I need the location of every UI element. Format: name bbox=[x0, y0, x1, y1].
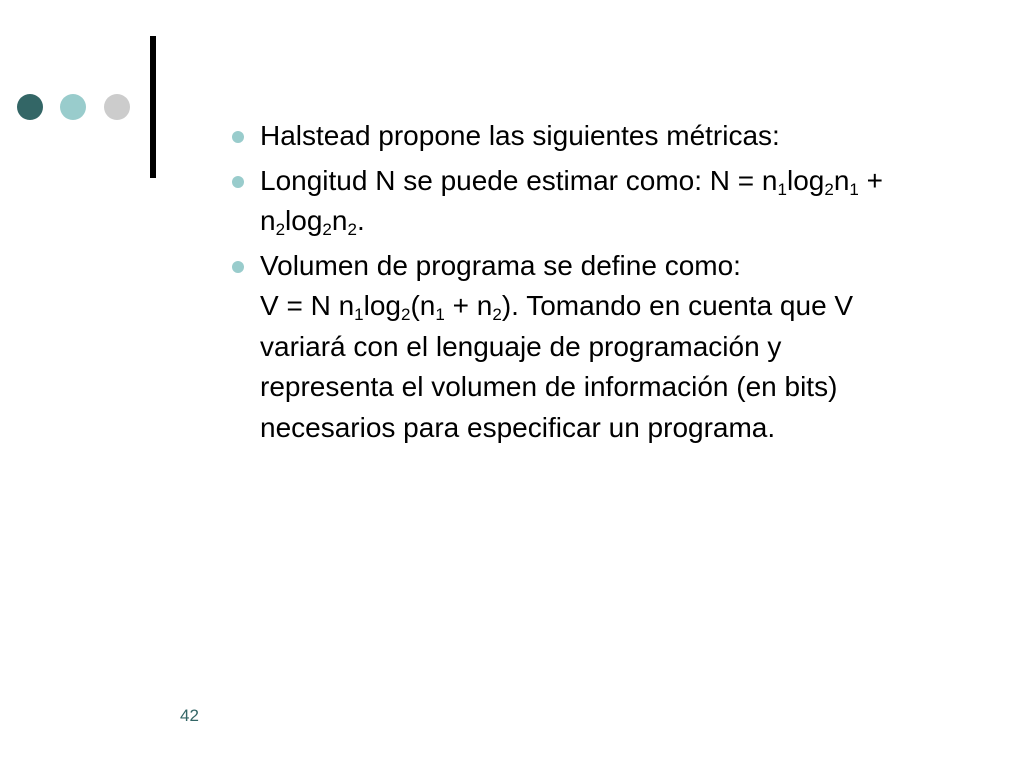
bullet-item bbox=[230, 161, 920, 242]
subscript: 2 bbox=[824, 179, 834, 199]
bullet-list bbox=[230, 116, 920, 452]
subscript: 2 bbox=[492, 305, 502, 324]
bullet-text-segment: log bbox=[363, 290, 402, 321]
bullet-text bbox=[260, 116, 920, 157]
bullet-text-segment: ). Tomando en cuenta que V variará con el lenguaje de programación y representa el volumen de información (en bits) necesarios para especificar un programa. bbox=[260, 290, 854, 443]
bullet-text bbox=[260, 246, 920, 449]
bullet-text-segment: log bbox=[285, 205, 323, 236]
subscript: 2 bbox=[401, 305, 411, 324]
bullet-text-segment: log bbox=[786, 164, 825, 196]
bullet-text-segment: Halstead propone las siguientes métricas: bbox=[260, 120, 780, 151]
vertical-divider bbox=[150, 36, 156, 178]
subscript: 1 bbox=[849, 179, 859, 199]
bullet-text-line1: Volumen de programa se define como: bbox=[260, 249, 741, 281]
bullet-text-segment: . bbox=[356, 205, 365, 236]
bullet-text-segment: Longitud N se puede estimar como: N = n bbox=[260, 164, 778, 196]
bullet-text-segment: (n bbox=[410, 290, 436, 321]
subscript: 1 bbox=[435, 305, 445, 324]
bullet-item bbox=[230, 246, 920, 449]
bullet-icon bbox=[232, 261, 244, 273]
bullet-text-segment: V = N n bbox=[260, 290, 355, 321]
subscript: 1 bbox=[777, 179, 787, 199]
bullet-icon bbox=[232, 131, 244, 143]
bullet-item bbox=[230, 116, 920, 157]
bullet-text-segment: n bbox=[331, 205, 348, 236]
page-number: 42 bbox=[180, 706, 199, 725]
decorative-dot-dark bbox=[17, 94, 43, 120]
decorative-dot-gray bbox=[104, 94, 130, 120]
bullet-text-segment: + n bbox=[444, 290, 493, 321]
subscript: 2 bbox=[347, 220, 357, 239]
subscript: 2 bbox=[322, 220, 332, 239]
bullet-icon bbox=[232, 176, 244, 188]
subscript: 1 bbox=[354, 305, 364, 324]
bullet-text-segment: + n bbox=[260, 164, 884, 236]
bullet-text-segment: n bbox=[833, 164, 850, 196]
subscript: 2 bbox=[275, 220, 286, 239]
bullet-text bbox=[260, 161, 920, 242]
decorative-dot-teal bbox=[60, 94, 86, 120]
